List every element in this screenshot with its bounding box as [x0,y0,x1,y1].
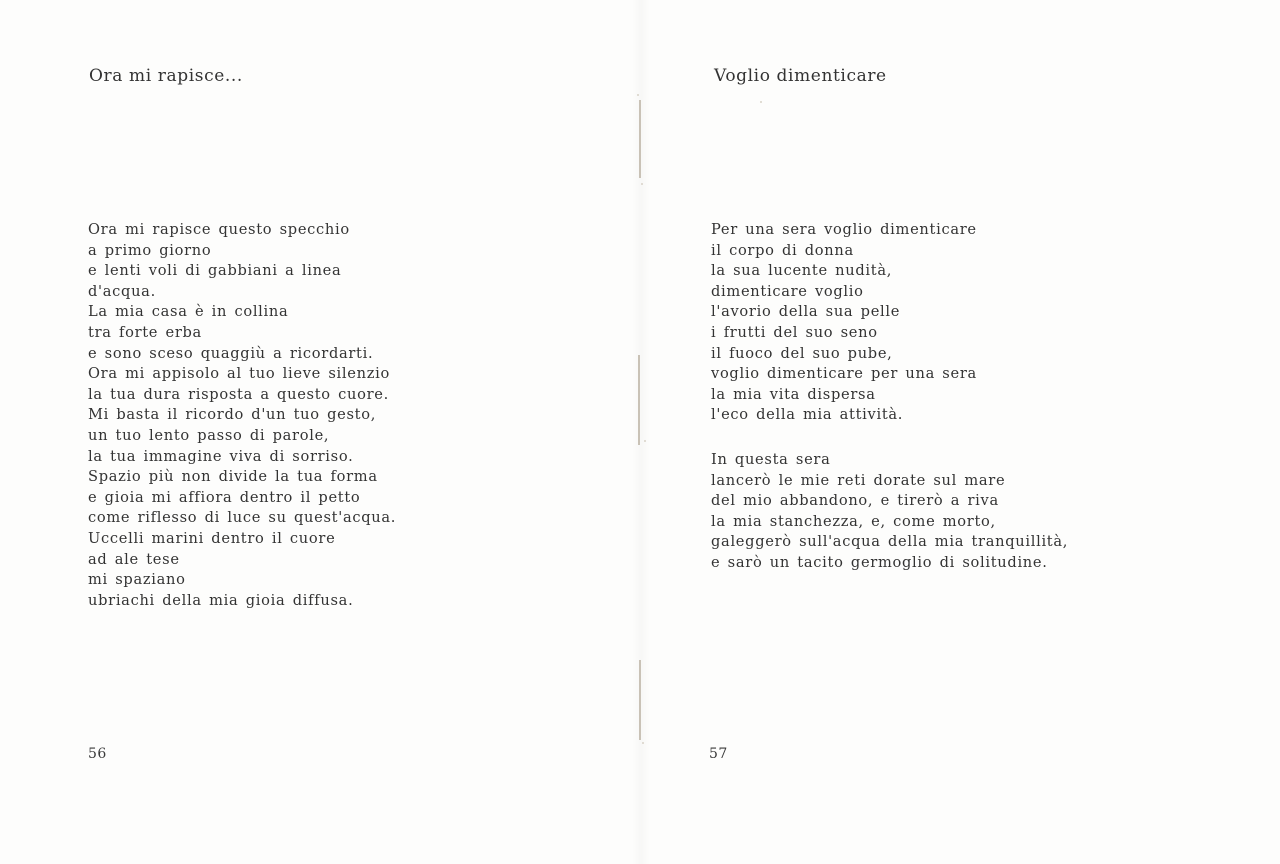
poem-verse: la mia stanchezza, e, come morto, [711,512,996,530]
poem-verse: ubriachi della mia gioia diffusa. [88,591,354,609]
poem-verse: e gioia mi affiora dentro il petto [88,488,361,506]
poem-verse: l'avorio della sua pelle [711,303,901,321]
page-number: 56 [88,746,107,762]
poem-verse: e sarò un tacito germoglio di solitudine. [711,553,1048,571]
poem-verse: ad ale tese [88,550,180,568]
poem-verse: un tuo lento passo di parole, [88,426,330,444]
poem-verse: d'acqua. [88,282,156,300]
poem-verse: la tua dura risposta a questo cuore. [88,385,389,403]
poem-verse: Spazio più non divide la tua forma [88,468,378,486]
poem-verse: galeggerò sull'acqua della mia tranquillità, [711,533,1069,551]
poem-verse: dimenticare voglio [711,282,864,300]
poem-verse: In questa sera [711,451,831,468]
poem-verse: il corpo di donna [711,241,854,259]
poem-stanza [88,220,396,611]
poem-title: Ora mi rapisce... [89,66,243,86]
page-number: 57 [709,746,728,762]
poem-verse: del mio abbandono, e tirerò a riva [711,492,999,510]
poem-verse: come riflesso di luce su quest'acqua. [88,509,397,527]
right-page [640,0,1280,864]
poem-verse: la tua immagine viva di sorriso. [88,447,354,465]
poem-verse: lancerò le mie reti dorate sul mare [711,471,1006,489]
poem-verse: tra forte erba [88,323,202,341]
poem-verse: Ora mi rapisce questo specchio [88,221,350,238]
poem-verse: e lenti voli di gabbiani a linea [88,262,342,280]
poem-verse: Per una sera voglio dimenticare [711,221,977,238]
poem-verse: voglio dimenticare per una sera [711,365,977,383]
poem-verse: mi spaziano [88,571,186,589]
poem-verse: i frutti del suo seno [711,323,878,341]
poem-verse: la mia vita dispersa [711,385,876,403]
poem-verse: Ora mi appisolo al tuo lieve silenzio [88,365,390,383]
poem-stanza [711,220,977,426]
poem-verse: Mi basta il ricordo d'un tuo gesto, [88,406,377,424]
poem-verse: la sua lucente nudità, [711,262,893,280]
poem-stanza [711,450,1068,574]
poem-title: Voglio dimenticare [714,66,887,86]
poem-verse: il fuoco del suo pube, [711,344,893,362]
poem-verse: Uccelli marini dentro il cuore [88,529,336,547]
poem-verse: l'eco della mia attività. [711,406,904,424]
poem-verse: a primo giorno [88,241,212,259]
poem-verse: La mia casa è in collina [88,303,289,321]
poem-verse: e sono sceso quaggiù a ricordarti. [88,344,374,362]
